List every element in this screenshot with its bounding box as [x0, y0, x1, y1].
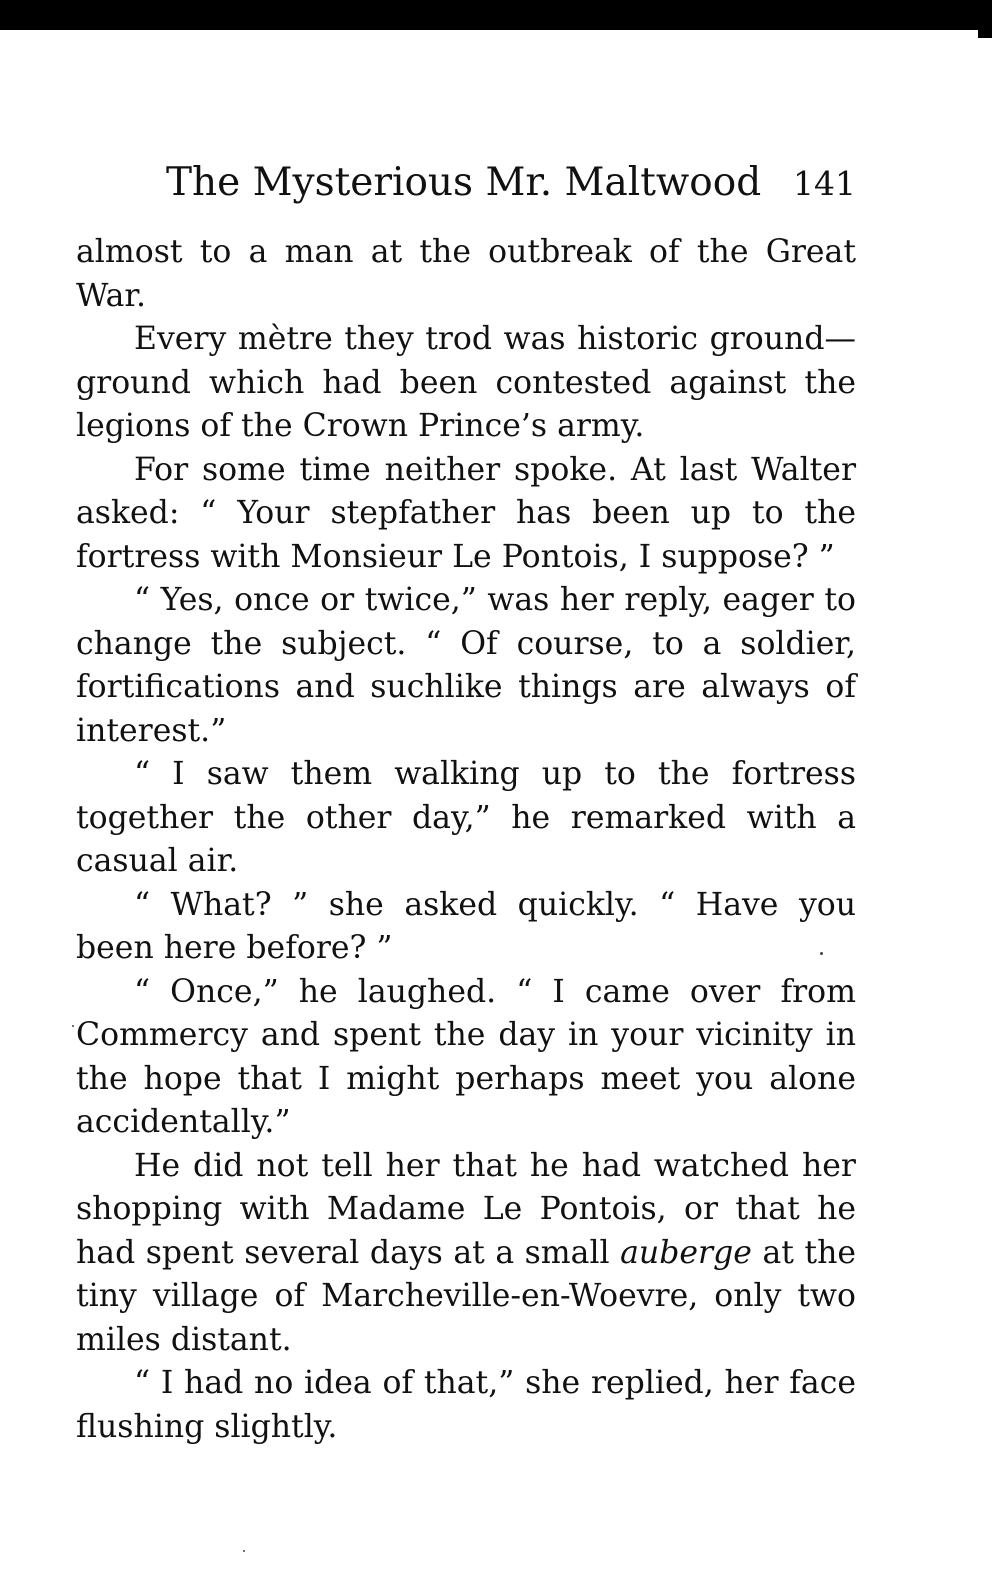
running-title: The Mysterious Mr. Maltwood — [166, 160, 762, 205]
page-number: 141 — [793, 164, 856, 203]
speck — [820, 952, 823, 955]
paragraph-5: “ I saw them walking up to the fortress together the other day,” he remarked with a casual air. — [76, 756, 856, 879]
speck — [72, 1025, 74, 1027]
page-header — [166, 160, 856, 216]
paragraph-3: For some time neither spoke. At last Walter asked: “ Your stepfather has been up to the fortress with Monsieur Le Pontois, I suppose? ” — [76, 451, 856, 575]
paragraph-9: “ I had no idea of that,” she replied, her face flushing slightly. — [76, 1365, 856, 1445]
paragraph-8-start: He did not tell her that he had watched her shopping with Madame Le Pontois, or that he had spent several days at a small — [76, 1147, 856, 1271]
speck — [243, 1550, 245, 1552]
paragraph-7: “ Once,” he laughed. “ I came over from Commercy and spent the day in your vicinity in the hope that I might perhaps meet you alone accidentally.” — [76, 973, 856, 1140]
paragraph-6: “ What? ” she asked quickly. “ Have you been here before? ” — [76, 886, 856, 966]
body-text — [76, 231, 856, 1449]
paragraph-1: almost to a man at the outbreak of the Great War. — [76, 234, 856, 314]
italic-word-auberge: auberge — [620, 1234, 752, 1271]
paragraph-2: Every mètre they trod was historic ground—ground which had been contested against the legions of the Crown Prince’s army. — [76, 321, 856, 444]
paragraph-8-end: at the tiny village of Marcheville-en-Woevre, only two miles distant. — [76, 1234, 857, 1358]
scan-edge-bar — [0, 0, 992, 30]
paragraph-4: “ Yes, once or twice,” was her reply, eager to change the subject. “ Of course, to a soldier, fortifications and suchlike things are always of interest.” — [76, 582, 856, 749]
scan-edge-mark — [978, 20, 992, 38]
paragraph-8 — [76, 1145, 856, 1363]
